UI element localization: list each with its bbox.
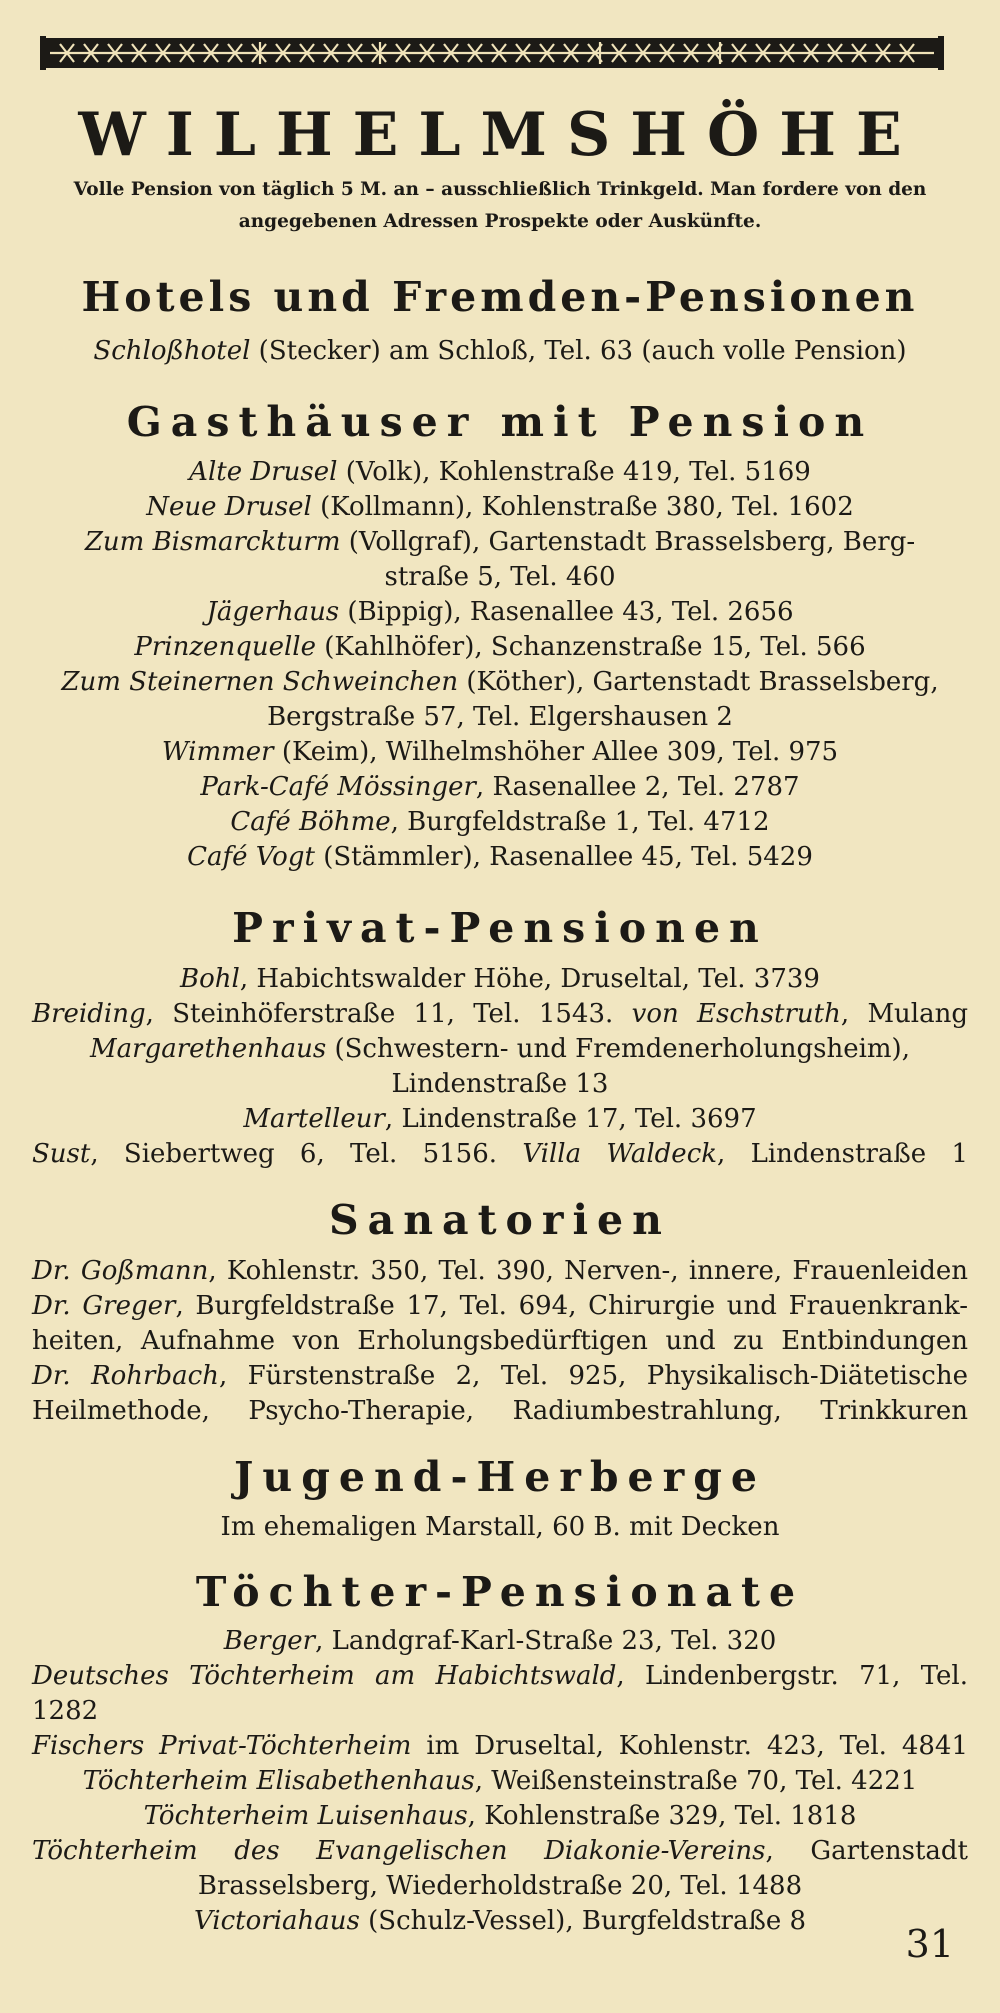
entry-details: Heilmethode, Psycho-Therapie, Radiumbestrahlung, Trinkkuren [32,1396,968,1426]
entry-name: Alte Drusel [189,457,338,487]
list-item [32,1799,968,1834]
entry-details: , Rasenallee 2, Tel. 2787 [475,772,800,802]
entry-name: Jägerhaus [206,597,340,627]
entry-details: straße 5, Tel. 460 [384,562,616,592]
entry-name: Neue Drusel [146,492,312,522]
entry-name-second: Villa Waldeck [522,1139,718,1169]
list-item [32,1904,968,1939]
intro-text: Volle Pension von täglich 5 M. an – ausschließlich Trinkgeld. Man fordere von den angegebenen Adressen Prospekte oder Auskünfte. [73,179,927,232]
entry-name: Sust [32,1139,91,1169]
entry-name-second: von Eschstruth [631,999,841,1029]
list-item-continued [32,700,968,735]
list-item [32,455,968,490]
list-item [32,595,968,630]
entry-name: Töchterheim des Evangelischen Diakonie-Vereins [32,1836,766,1866]
list-item [32,770,968,805]
heading-toechter: Töchter-Pensionate [195,1568,805,1616]
entry-details: (Volk), Kohlenstraße 419, Tel. 5169 [337,457,811,487]
entry-details: Brasselsberg, Wiederholdstraße 20, Tel. 1488 [197,1871,803,1901]
list-item [32,1624,968,1659]
entry-name: Martelleur [243,1104,385,1134]
list-item [32,334,968,369]
decorative-border-ornament [40,36,944,70]
entry-name: Margarethenhaus [90,1034,327,1064]
entry-details: (Stecker) am Schloß, Tel. 63 (auch volle Pension) [250,336,907,366]
entry-details: (Köther), Gartenstadt Brasselsberg, [458,667,939,697]
list-item [32,805,968,840]
entry-details: , Burgfeldstraße 1, Tel. 4712 [390,807,770,837]
list-item [32,840,968,875]
entry-details: im Druseltal, Kohlenstr. 423, Tel. 4841 [411,1731,968,1761]
entry-name: Deutsches Töchterheim am Habichtswald [32,1661,617,1691]
list-item-continued [32,1394,968,1429]
entry-name: Bohl [180,964,240,994]
entry-name: Dr. Goßmann [32,1256,209,1286]
entry-details: heiten, Aufnahme von Erholungsbedürftigen und zu Entbindungen [32,1326,968,1356]
entry-name: Berger [223,1626,316,1656]
list-toechter [32,1624,968,1939]
entry-details: , Burgfeldstraße 17, Tel. 694, Chirurgie und Frauenkrank- [175,1291,968,1321]
entry-details: Lindenstraße 13 [391,1069,609,1099]
list-item [32,1359,968,1394]
entry-details: , Lindenstraße 17, Tel. 3697 [384,1104,757,1134]
entry-details: (Bippig), Rasenallee 43, Tel. 2656 [339,597,794,627]
entry-name: Zum Bismarckturm [84,527,341,557]
entry-details: (Kollmann), Kohlenstraße 380, Tel. 1602 [311,492,854,522]
heading-privat: Privat-Pensionen [232,904,768,952]
list-item [32,1834,968,1869]
list-privat [32,962,968,1172]
list-item [32,1764,968,1799]
list-item [32,997,968,1032]
entry-details-second: , Mulang [840,999,969,1029]
entry-details: , Steinhöferstraße 11, Tel. 1543. [145,999,614,1029]
entry-details: (Keim), Wilhelmshöher Allee 309, Tel. 975 [273,737,839,767]
entry-name: Breiding [32,999,146,1029]
list-item-continued [32,1067,968,1102]
heading-hotels: Hotels und Fremden-Pensionen [81,273,919,321]
list-hotels [32,334,968,369]
list-item [32,1032,968,1067]
entry-name: Schloßhotel [93,336,251,366]
heading-gasthaeuser: Gasthäuser mit Pension [126,398,874,446]
list-item [32,1137,968,1172]
list-item [32,1289,968,1324]
entry-details: , Landgraf-Karl-Straße 23, Tel. 320 [315,1626,777,1656]
entry-details: , Kohlenstr. 350, Tel. 390, Nerven-, innere, Frauenleiden [208,1256,968,1286]
entry-details: , Fürstenstraße 2, Tel. 925, Physikalisch-Diätetische [218,1361,968,1391]
list-item-continued [32,1869,968,1904]
list-item [32,1510,968,1545]
entry-details: (Stämmler), Rasenallee 45, Tel. 5429 [314,842,813,872]
list-item-continued [32,560,968,595]
page-title: WILHELMSHÖHE [78,100,922,170]
entry-details: , Lindenbergstr. 71, Tel. 1282 [32,1661,968,1726]
entry-details-second: , Lindenstraße 1 [717,1139,968,1169]
entry-name: Café Vogt [187,842,315,872]
entry-details: (Kahlhöfer), Schanzenstraße 15, Tel. 566 [315,632,866,662]
entry-details: (Schulz-Vessel), Burgfeldstraße 8 [359,1906,807,1936]
entry-name: Café Böhme [230,807,391,837]
entry-name: Victoriahaus [193,1906,360,1936]
heading-jugend: Jugend-Herberge [234,1453,766,1501]
entry-details: , Habichtswalder Höhe, Druseltal, Tel. 3739 [239,964,820,994]
page-number: 31 [905,1922,954,1966]
list-item [32,1659,968,1729]
entry-name: Töchterheim Luisenhaus [143,1801,468,1831]
entry-details: , Kohlenstraße 329, Tel. 1818 [467,1801,857,1831]
list-item [32,665,968,700]
list-item [32,1254,968,1289]
entry-details: , Gartenstadt [765,1836,968,1866]
list-item-continued [32,1324,968,1359]
entry-details: Bergstraße 57, Tel. Elgershausen 2 [267,702,733,732]
entry-name: Dr. Rohrbach [32,1361,219,1391]
heading-sanatorien: Sanatorien [329,1196,671,1244]
list-item [32,1729,968,1764]
list-sanatorien [32,1254,968,1429]
entry-name: Wimmer [161,737,274,767]
list-item [32,962,968,997]
entry-name: Dr. Greger [32,1291,176,1321]
entry-name: Fischers Privat-Töchterheim [32,1731,412,1761]
list-item [32,630,968,665]
entry-name: Töchterheim Elisabethenhaus [82,1766,475,1796]
list-item [32,735,968,770]
list-jugend [32,1510,968,1545]
entry-details: (Vollgraf), Gartenstadt Brasselsberg, Berg- [340,527,916,557]
entry-name: Park-Café Mössinger [200,772,476,802]
list-item [32,525,968,560]
entry-name: Prinzenquelle [134,632,316,662]
list-gasthaeuser [32,455,968,875]
entry-details: , Weißensteinstraße 70, Tel. 4221 [474,1766,918,1796]
list-item [32,490,968,525]
entry-details: (Schwestern- und Fremdenerholungsheim), [326,1034,910,1064]
entry-name: Zum Steinernen Schweinchen [61,667,459,697]
entry-details: Im ehemaligen Marstall, 60 B. mit Decken [220,1512,780,1542]
entry-details: , Siebertweg 6, Tel. 5156. [90,1139,498,1169]
list-item [32,1102,968,1137]
